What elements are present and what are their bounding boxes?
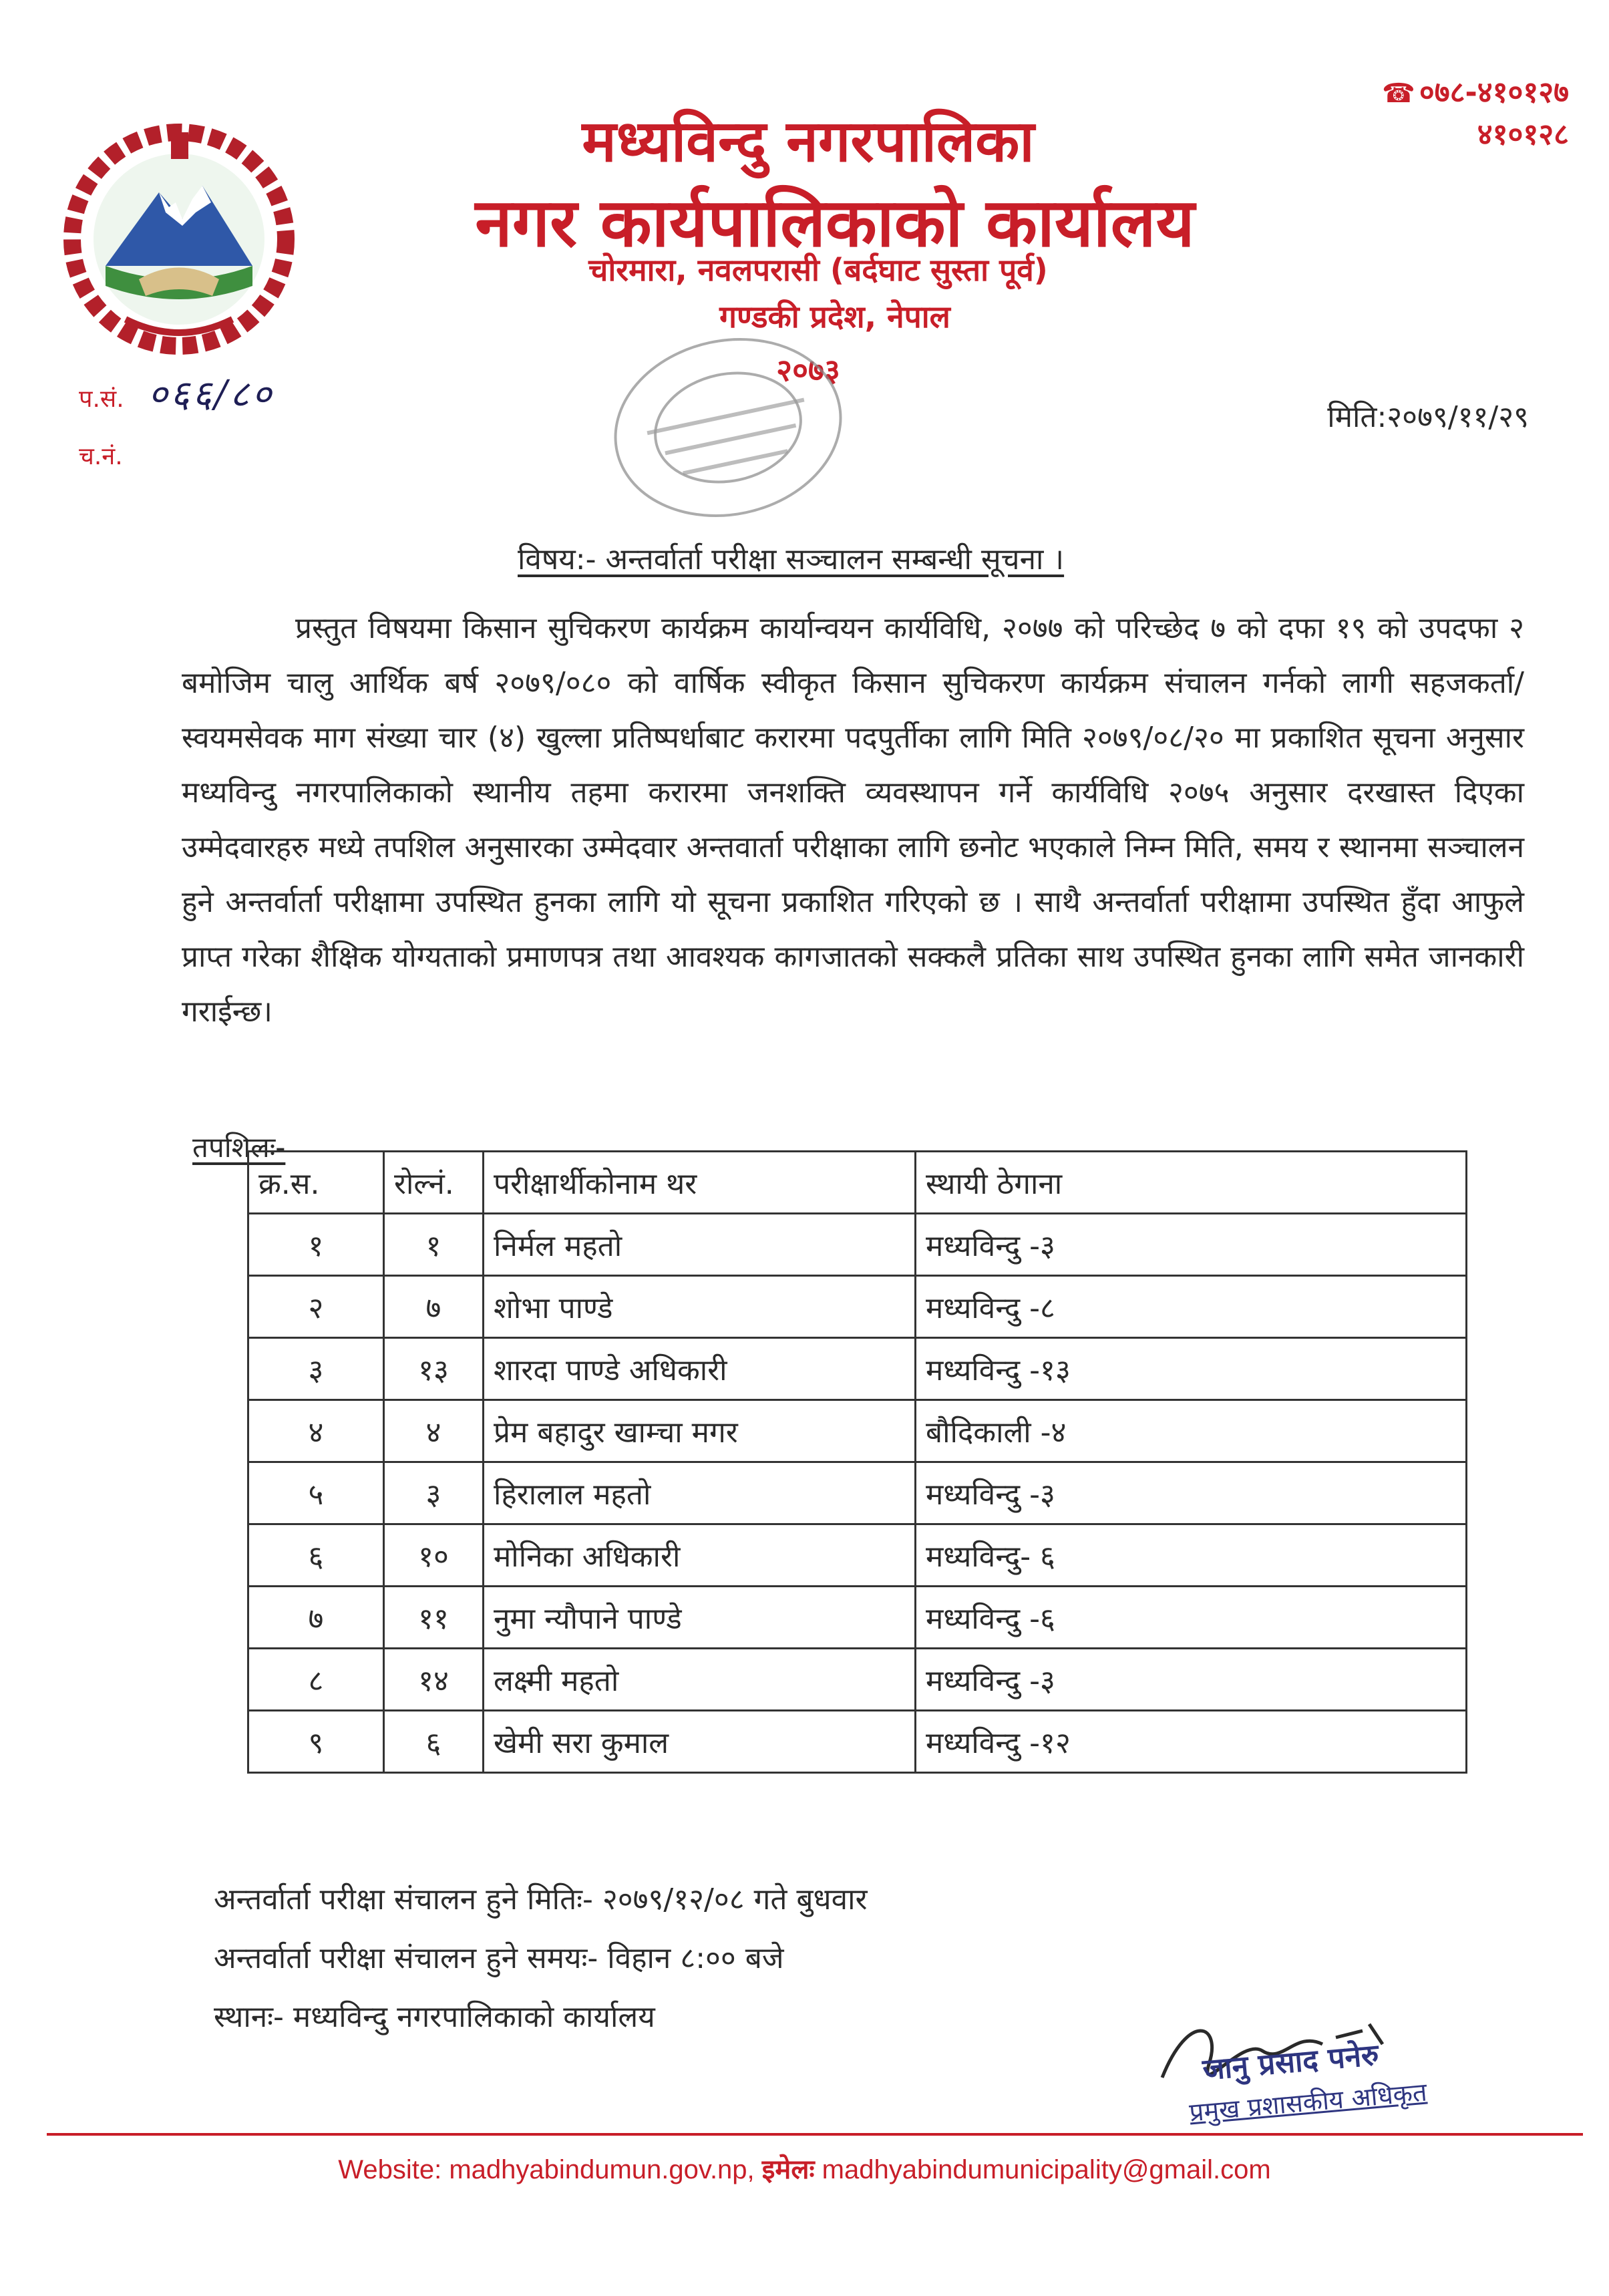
cell-roll: ३ — [384, 1462, 484, 1524]
cell-roll: ४ — [384, 1400, 484, 1462]
table-row — [248, 1338, 1467, 1400]
table-row — [248, 1587, 1467, 1649]
table-row — [248, 1711, 1467, 1773]
interview-place: स्थानः- मध्यविन्दु नगरपालिकाको कार्यालय — [214, 2000, 655, 2034]
office-stamp-icon — [588, 314, 868, 534]
table-row — [248, 1276, 1467, 1338]
table-row — [248, 1649, 1467, 1711]
cell-serial: ४ — [248, 1400, 384, 1462]
cell-address: मध्यविन्दु -१३ — [916, 1338, 1467, 1400]
cell-roll: १३ — [384, 1338, 484, 1400]
cell-address: मध्यविन्दु- ६ — [916, 1524, 1467, 1587]
header-serial: क्र.स. — [248, 1152, 384, 1214]
office-name: नगर कार्यपालिकाको कार्यालय — [475, 184, 1195, 262]
email-link[interactable]: madhyabindumunicipality@gmail.com — [822, 2155, 1271, 2184]
header-address: स्थायी ठेगाना — [916, 1152, 1467, 1214]
footer-contact — [0, 2150, 1609, 2186]
cell-address: मध्यविन्दु -६ — [916, 1587, 1467, 1649]
table-header-row — [248, 1152, 1467, 1214]
table-row — [248, 1462, 1467, 1524]
cell-name: प्रेम बहादुर खाम्चा मगर — [484, 1400, 916, 1462]
interview-time: अन्तर्वार्ता परीक्षा संचालन हुने समयः- विहान ८:०० बजे — [214, 1941, 784, 1975]
cell-serial: ८ — [248, 1649, 384, 1711]
cell-address: मध्यविन्दु -८ — [916, 1276, 1467, 1338]
table-row — [248, 1524, 1467, 1587]
nepal-emblem-icon — [59, 119, 299, 359]
table-row — [248, 1400, 1467, 1462]
phone-numbers — [1382, 72, 1569, 156]
cell-roll: ११ — [384, 1587, 484, 1649]
cell-name: नुमा न्यौपाने पाण्डे — [484, 1587, 916, 1649]
cell-address: मध्यविन्दु -३ — [916, 1214, 1467, 1276]
cell-serial: ७ — [248, 1587, 384, 1649]
cell-roll: १० — [384, 1524, 484, 1587]
municipality-name: मध्यविन्दु नगरपालिका — [582, 108, 1035, 175]
interview-details — [214, 1870, 867, 2047]
cell-serial: ९ — [248, 1711, 384, 1773]
cell-serial: १ — [248, 1214, 384, 1276]
established-year: २०७३ — [776, 352, 840, 388]
subject-line: विषय:- अन्तर्वार्ता परीक्षा सञ्चालन सम्बन्धी सूचना । — [518, 542, 1065, 577]
cell-roll: ७ — [384, 1276, 484, 1338]
cell-name: खेमी सरा कुमाल — [484, 1711, 916, 1773]
signatory-title: प्रमुख प्रशासकीय अधिकृत — [1188, 2077, 1429, 2128]
header-roll: रोल्नं. — [384, 1152, 484, 1214]
cell-name: निर्मल महतो — [484, 1214, 916, 1276]
office-address: चोरमारा, नवलपरासी (बर्दघाट सुस्ता पूर्व) — [588, 252, 1048, 288]
phone-2: ४१०१२८ — [1477, 118, 1569, 152]
website-label: Website: — [338, 2155, 442, 2184]
cell-name: लक्ष्मी महतो — [484, 1649, 916, 1711]
cell-address: मध्यविन्दु -३ — [916, 1462, 1467, 1524]
candidate-table — [247, 1150, 1467, 1774]
cell-serial: ६ — [248, 1524, 384, 1587]
cell-address: मध्यविन्दु -३ — [916, 1649, 1467, 1711]
footer-divider — [47, 2133, 1583, 2136]
header-name: परीक्षार्थीकोनाम थर — [484, 1152, 916, 1214]
cell-serial: २ — [248, 1276, 384, 1338]
table-row — [248, 1214, 1467, 1276]
phone-1: ०७८-४१०१२७ — [1419, 75, 1569, 110]
cell-name: मोनिका अधिकारी — [484, 1524, 916, 1587]
cell-roll: १४ — [384, 1649, 484, 1711]
ps-value: ०६६/८० — [148, 373, 275, 416]
cn-label: च.नं. — [79, 443, 123, 470]
reference-block — [79, 366, 274, 486]
notice-body: प्रस्तुत विषयमा किसान सुचिकरण कार्यक्रम कार्यान्वयन कार्यविधि, २०७७ को परिच्छेद ७ को दफा १९ को उपदफा २ बमोजिम चालु आर्थिक बर्ष २०७९/०८० को वार्षिक स्वीकृत किसान सुचिकरण कार्यक्रम संचालन गर्नको लागी सहजकर्ता/स्वयमसेवक माग संख्या चार (४) खुल्ला प्रतिष्पर्धाबाट करारमा पदपुर्तीका लागि मिति २०७९/०८/२० मा प्रकाशित सूचना अनुसार मध्यविन्दु नगरपालिकाको स्थानीय तहमा करारमा जनशक्ति व्यवस्थापन गर्ने कार्यविधि २०७५ अनुसार दरखास्त दिएका उम्मेदवारहरु मध्ये तपशिल अनुसारका उम्मेदवार अन्तवार्ता परीक्षाका लागि छनोट भएकाले निम्न मिति, समय र स्थानमा सञ्चालन हुने अन्तर्वार्ता परीक्षामा उपस्थित हुनका लागि यो सूचना प्रकाशित गरिएको छ । साथै अन्तर्वार्ता परीक्षामा उपस्थित हुँदा आफुले प्राप्त गरेका शैक्षिक योग्यताको प्रमाणपत्र तथा आवश्यक कागजातको सक्कलै प्रतिका साथ उपस्थित हुनका लागि समेत जानकारी गराईन्छ। — [182, 611, 1525, 1029]
office-province: गण्डकी प्रदेश, नेपाल — [719, 299, 950, 335]
cell-roll: ६ — [384, 1711, 484, 1773]
cell-serial: ५ — [248, 1462, 384, 1524]
cell-roll: १ — [384, 1214, 484, 1276]
ps-label: प.सं. — [79, 385, 124, 413]
email-label: इमेलः — [761, 2154, 815, 2185]
cell-serial: ३ — [248, 1338, 384, 1400]
interview-date: अन्तर्वार्ता परीक्षा संचालन हुने मितिः- २०७९/१२/०८ गते बुधवार — [214, 1882, 868, 1917]
letter-date: मिति:२०७९/११/२९ — [1327, 400, 1529, 434]
signatory-name: जानु प्रसाद पनेरु — [1201, 2037, 1381, 2088]
cell-address: बौदिकाली -४ — [916, 1400, 1467, 1462]
cell-name: शारदा पाण्डे अधिकारी — [484, 1338, 916, 1400]
cell-address: मध्यविन्दु -१२ — [916, 1711, 1467, 1773]
cell-name: हिरालाल महतो — [484, 1462, 916, 1524]
table-label: तपशिलः- — [192, 1131, 286, 1164]
telephone-icon: ☎ — [1381, 78, 1415, 109]
cell-name: शोभा पाण्डे — [484, 1276, 916, 1338]
website-link[interactable]: madhyabindumun.gov.np, — [449, 2155, 755, 2184]
